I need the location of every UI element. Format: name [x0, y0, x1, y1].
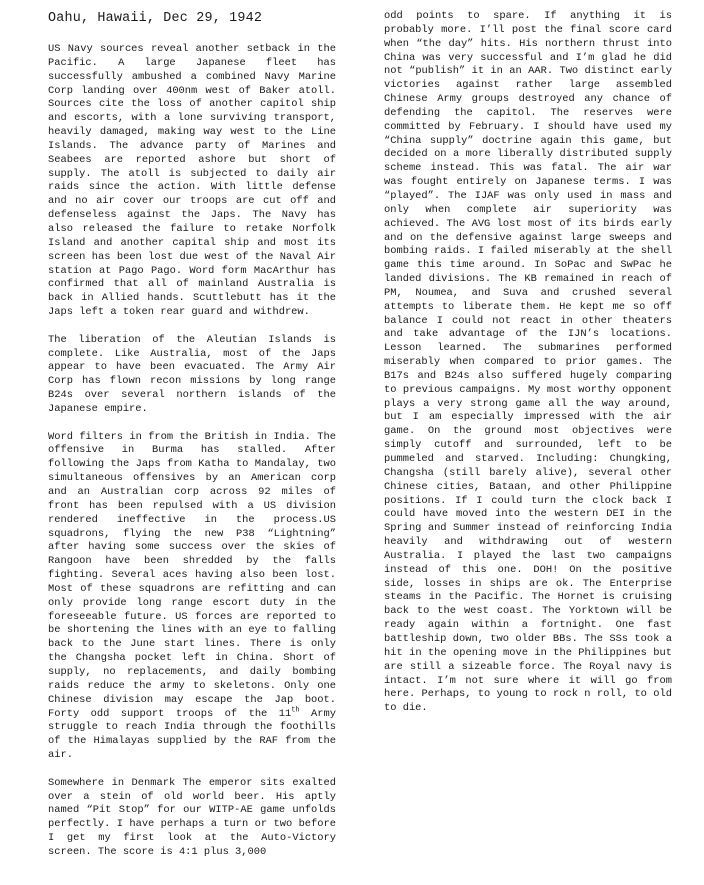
paragraph-aar-reflection: odd points to spare. If anything it is probably more. I’ll post the final score card when “the day” hits. His northern thrust into China was very successful and I’m glad he did not “publish” it in an AAR. Two distinct early victories against rather large assembled Chinese Army groups destroyed any chance of defending the capitol. The reserves were committed by February. I should have used my “China supply” doctrine again this game, but decided on a more liberally distributed supply scheme instead. This was fatal. The air war was fought entirely on Japanese terms. I was “played”. The IJAF was only used in mass and only when complete air superiority was achieved. The AVG lost most of its birds early and on the defensive against large sweeps and bombing raids. I failed miserably at the shell game this time around. In SoPac and SwPac he landed divisions. The KB remained in reach of PM, Noumea, and Suva and crushed several attempts to liberate them. He kept me so off balance I could not react in other theaters and take advantage of the IJN’s locations. Lesson learned. The submarines performed miserably when compared to prior games. The B17s and B24s also suffered hugely comparing to previous campaigns. My most worthy opponent plays a very strong game all the way around, but I am especially impressed with the air game. On the ground most objectives were simply cutoff and surrounded, left to be pummeled and starved. Including: Chungking, Changsha (still barely alive), several other Chinese cities, Bataan, and other Philippine positions. If I could turn the clock back I could have moved into the western DEI in the Spring and Summer instead of reinforcing India heavily and withdrawing out of western Australia. I played the last two campaigns instead of this one. DOH! On the positive side, losses in ships are ok. The Enterprise steams in the Pacific. The Hornet is cruising back to the west coast. The Yorktown will be ready again within a fortnight. One fast battleship down, two older BBs. The SSs took a hit in the opening move in the Philippines but are still a sizeable force. The Royal navy is intact. I’m not sure where it will go from here. Perhaps, to young to rock n roll, to old to die.	[384, 10, 672, 715]
paragraph-burma	[48, 431, 336, 763]
paragraph-denmark: Somewhere in Denmark The emperor sits exalted over a stein of old world beer. His aptly named “Pit Stop” for our WITP-AE game unfolds perfectly. I have perhaps a turn or two before I get my first look at the Auto-Victory screen. The score is 4:1 plus 3,000	[48, 776, 336, 858]
paragraph-navy-setback: US Navy sources reveal another setback in the Pacific. A large Japanese fleet has successfully ambushed a combined Navy Marine Corp landing over 400nm west of Baker atoll. Sources cite the loss of another capitol ship and escorts, with a lone surviving transport, heavily damaged, making way west to the Line Islands. The advance party of Marines and Seabees are reported ashore but short of supply. The atoll is subjected to daily air raids since the action. With little defense and no air cover our troops are cut off and defenseless against the Japs. The Navy has also released the failure to retake Norfolk Island and another capital ship and most its screen has been lost due west of the Naval Air station at Pago Pago. Word form MacArthur has confirmed that all of mainland Australia is back in Allied hands. Scuttlebutt has it the Japs left a token rear guard and withdrew.	[48, 43, 336, 319]
right-column	[384, 10, 672, 716]
ordinal-suffix: th	[291, 706, 300, 715]
paragraph-burma-text-before: Word filters in from the British in India. The offensive in Burma has stalled. After following the Japs from Katha to Mandalay, two simultaneous offensives by an American corp and an Australian corp across 92 miles of front has been repulsed with a US division rendered ineffective in the process.US squadrons, flying the new P38 “Lightning” after having some success over the skies of Rangoon have been shredded by the falls fighting. Several aces having also been lost. Most of these squadrons are refitting and can only provide long range escort duty in the foreseeable future. US forces are reported to be shortening the lines with an eye to falling back to the June start lines. There is only the Changsha pocket left in China. Short of supply, no replacements, and daily bombing raids reduce the army to skeletons. Only one Chinese division may escape the Jap boot. Forty odd support troops of the 11	[48, 430, 336, 720]
paragraph-burma-text-after: Army struggle to reach India through the foothills of the Himalayas supplied by the RAF from the air.	[48, 707, 336, 762]
article-dateline: Oahu, Hawaii, Dec 29, 1942	[48, 11, 263, 26]
left-column	[48, 10, 336, 874]
paragraph-aleutians: The liberation of the Aleutian Islands is complete. Like Australia, most of the Japs appear to have been evacuated. The Army Air Corp has flown recon missions by long range B24s over several northern islands of the Japanese empire.	[48, 333, 336, 415]
